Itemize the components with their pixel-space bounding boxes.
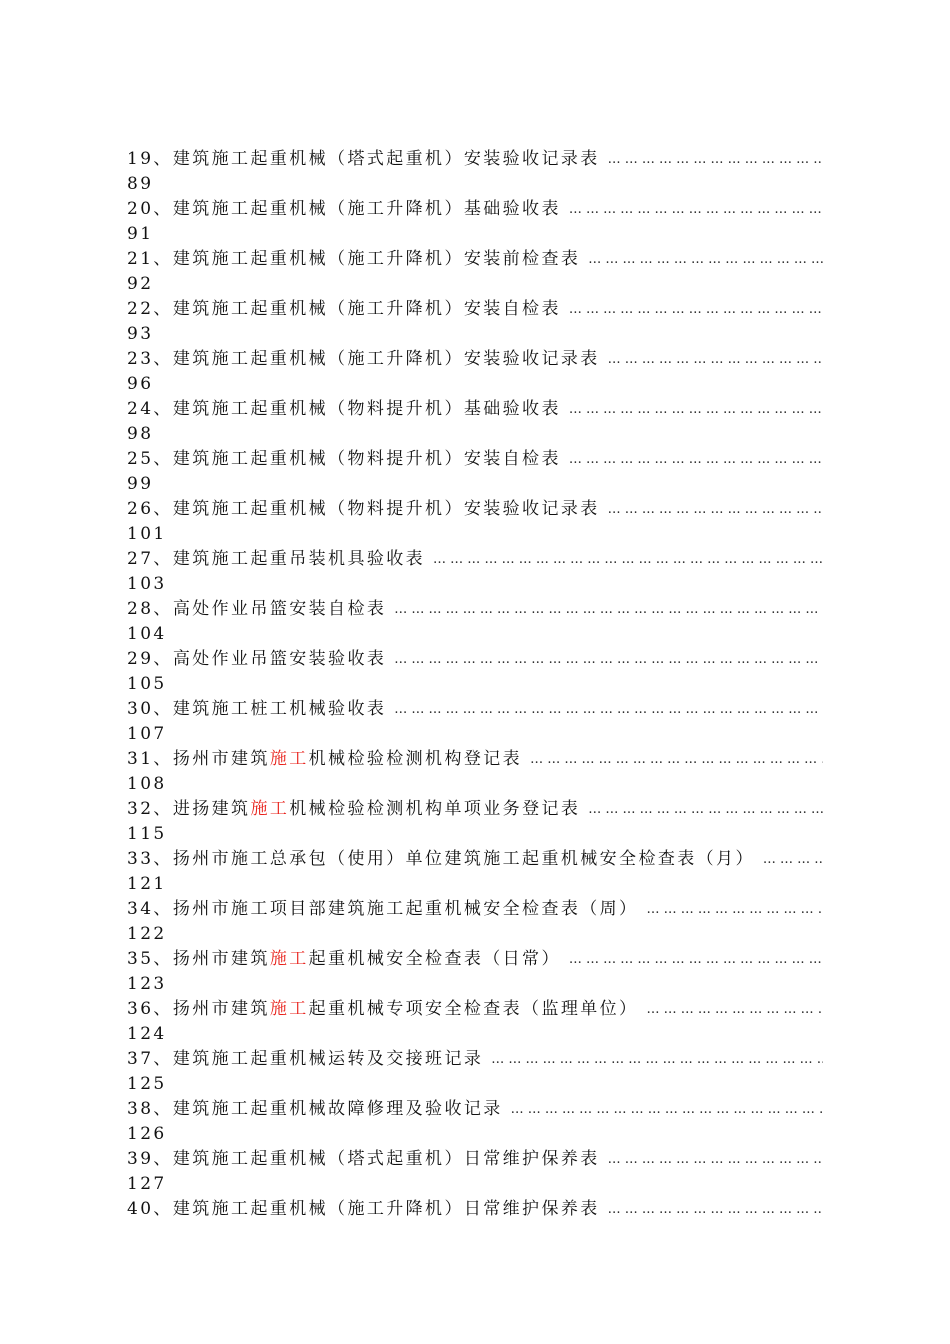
toc-entry-number: 34、 bbox=[127, 899, 173, 919]
toc-dot-leader bbox=[503, 1097, 823, 1122]
toc-entry-number: 23、 bbox=[127, 349, 173, 369]
toc-dot-leader bbox=[561, 297, 823, 322]
toc-entry-number: 22、 bbox=[127, 299, 173, 319]
toc-page-number: 107 bbox=[127, 724, 167, 744]
toc-entry[interactable] bbox=[127, 597, 823, 647]
toc-entry-line bbox=[127, 1097, 823, 1122]
toc-entry-line bbox=[127, 147, 823, 172]
toc-entry-line bbox=[127, 347, 823, 372]
toc-entry-title-text: 建筑施工起重机械（施工升降机）基础验收表 bbox=[172, 199, 561, 219]
toc-entry-title-text: 建筑施工起重机械运转及交接班记录 bbox=[172, 1049, 484, 1069]
toc-entry-title bbox=[173, 547, 425, 572]
toc-dot-leader bbox=[386, 647, 823, 672]
toc-page-number: 91 bbox=[127, 224, 154, 244]
toc-entry-line bbox=[127, 397, 823, 422]
toc-entry-number: 28、 bbox=[127, 599, 173, 619]
toc-entry-line bbox=[127, 547, 823, 572]
toc-dot-leader bbox=[561, 397, 823, 422]
toc-entry-number: 40、 bbox=[127, 1199, 173, 1219]
toc-entry[interactable] bbox=[127, 547, 823, 597]
toc-entry-title-text: 起重机械专项安全检查表（监理单位） bbox=[308, 999, 639, 1019]
toc-dot-leader bbox=[483, 1047, 823, 1072]
toc-entry-line bbox=[127, 297, 823, 322]
toc-page-number: 89 bbox=[127, 174, 154, 194]
toc-page-number: 122 bbox=[127, 924, 167, 944]
toc-page-number: 123 bbox=[127, 974, 167, 994]
toc-entry[interactable] bbox=[127, 947, 823, 997]
toc-dot-leader bbox=[580, 247, 823, 272]
toc-page-number: 104 bbox=[127, 624, 167, 644]
toc-dot-leader bbox=[386, 697, 823, 722]
toc-entry-title-text: 建筑施工桩工机械验收表 bbox=[172, 699, 387, 719]
toc-entry-title-text: 机械检验检测机构单项业务登记表 bbox=[289, 799, 581, 819]
toc-entry-line bbox=[127, 897, 823, 922]
toc-entry-line bbox=[127, 1047, 823, 1072]
toc-entry-number: 36、 bbox=[127, 999, 173, 1019]
toc-page-number: 103 bbox=[127, 574, 167, 594]
toc-entry[interactable] bbox=[127, 647, 823, 697]
toc-entry-line bbox=[127, 1147, 823, 1172]
toc-dot-leader bbox=[600, 347, 823, 372]
toc-entry-title bbox=[173, 1097, 503, 1122]
toc-entry-highlight-text: 施工 bbox=[269, 949, 309, 969]
toc-entry[interactable] bbox=[127, 347, 823, 397]
toc-page-number: 93 bbox=[127, 324, 154, 344]
toc-dot-leader bbox=[600, 497, 823, 522]
toc-entry-line bbox=[127, 697, 823, 722]
toc-entry-title bbox=[173, 847, 755, 872]
toc-entry-number: 30、 bbox=[127, 699, 173, 719]
toc-entry[interactable] bbox=[127, 1147, 823, 1197]
toc-entry-title-text: 机械检验检测机构登记表 bbox=[308, 749, 523, 769]
toc-entry-number: 39、 bbox=[127, 1149, 173, 1169]
toc-page-number: 125 bbox=[127, 1074, 167, 1094]
toc-entry-title bbox=[173, 597, 386, 622]
toc-entry-line bbox=[127, 847, 823, 872]
toc-entry-line bbox=[127, 497, 823, 522]
toc-entry-title bbox=[173, 897, 639, 922]
toc-entry[interactable] bbox=[127, 297, 823, 347]
toc-entry-number: 32、 bbox=[127, 799, 173, 819]
toc-entry-title-text: 建筑施工起重机械（施工升降机）安装自检表 bbox=[172, 299, 561, 319]
toc-entry-title-text: 进扬建筑 bbox=[172, 799, 251, 819]
toc-entry-title bbox=[173, 147, 600, 172]
table-of-contents bbox=[127, 147, 823, 1247]
toc-page-number: 115 bbox=[127, 824, 167, 844]
toc-entry-title bbox=[173, 197, 561, 222]
toc-dot-leader bbox=[638, 997, 823, 1022]
toc-entry[interactable] bbox=[127, 1097, 823, 1147]
toc-dot-leader bbox=[561, 947, 823, 972]
toc-entry-number: 24、 bbox=[127, 399, 173, 419]
toc-dot-leader bbox=[638, 897, 823, 922]
toc-entry-title-text: 扬州市建筑 bbox=[172, 749, 270, 769]
toc-entry[interactable] bbox=[127, 497, 823, 547]
toc-entry-title-text: 建筑施工起重机械（施工升降机）安装验收记录表 bbox=[172, 349, 600, 369]
toc-entry[interactable] bbox=[127, 197, 823, 247]
toc-entry[interactable] bbox=[127, 897, 823, 947]
toc-entry-title-text: 扬州市施工项目部建筑施工起重机械安全检查表（周） bbox=[172, 899, 639, 919]
toc-page-number: 121 bbox=[127, 874, 167, 894]
toc-dot-leader bbox=[600, 1197, 823, 1222]
toc-dot-leader bbox=[561, 447, 823, 472]
toc-entry-number: 35、 bbox=[127, 949, 173, 969]
toc-entry-number: 33、 bbox=[127, 849, 173, 869]
toc-entry-number: 37、 bbox=[127, 1049, 173, 1069]
toc-entry[interactable] bbox=[127, 147, 823, 197]
toc-entry-title bbox=[173, 347, 600, 372]
toc-entry-line bbox=[127, 197, 823, 222]
toc-dot-leader bbox=[580, 797, 823, 822]
toc-entry[interactable] bbox=[127, 797, 823, 847]
toc-entry-title-text: 起重机械安全检查表（日常） bbox=[308, 949, 561, 969]
toc-entry-title-text: 高处作业吊篮安装自检表 bbox=[172, 599, 387, 619]
toc-entry-title bbox=[173, 1047, 483, 1072]
toc-entry-line bbox=[127, 747, 823, 772]
toc-entry[interactable] bbox=[127, 447, 823, 497]
toc-entry-title-text: 建筑施工起重机械（施工升降机）日常维护保养表 bbox=[172, 1199, 600, 1219]
toc-entry-title-text: 高处作业吊篮安装验收表 bbox=[172, 649, 387, 669]
toc-dot-leader bbox=[386, 597, 823, 622]
toc-entry-title bbox=[173, 797, 580, 822]
toc-entry-number: 29、 bbox=[127, 649, 173, 669]
toc-page-number: 101 bbox=[127, 524, 167, 544]
toc-entry-title-text: 扬州市施工总承包（使用）单位建筑施工起重机械安全检查表（月） bbox=[172, 849, 755, 869]
toc-dot-leader bbox=[600, 1147, 823, 1172]
toc-dot-leader bbox=[522, 747, 823, 772]
toc-entry-title bbox=[173, 297, 561, 322]
toc-entry-title bbox=[173, 647, 386, 672]
toc-entry-title-text: 建筑施工起重机械（物料提升机）安装自检表 bbox=[172, 449, 561, 469]
toc-entry[interactable] bbox=[127, 997, 823, 1047]
toc-entry-line bbox=[127, 797, 823, 822]
toc-entry-title bbox=[173, 447, 561, 472]
toc-entry-number: 26、 bbox=[127, 499, 173, 519]
toc-entry-line bbox=[127, 1197, 823, 1222]
toc-entry-line bbox=[127, 947, 823, 972]
toc-entry-number: 38、 bbox=[127, 1099, 173, 1119]
toc-entry-title bbox=[173, 947, 561, 972]
toc-entry-title bbox=[173, 397, 561, 422]
toc-page-number: 96 bbox=[127, 374, 154, 394]
toc-entry-title-text: 扬州市建筑 bbox=[172, 999, 270, 1019]
toc-entry[interactable] bbox=[127, 847, 823, 897]
toc-entry-title bbox=[173, 747, 522, 772]
toc-page-number: 98 bbox=[127, 424, 154, 444]
toc-entry[interactable] bbox=[127, 1047, 823, 1097]
toc-entry[interactable] bbox=[127, 397, 823, 447]
toc-entry-number: 21、 bbox=[127, 249, 173, 269]
toc-entry-title bbox=[173, 1147, 600, 1172]
toc-entry-title-text: 建筑施工起重机械（物料提升机）安装验收记录表 bbox=[172, 499, 600, 519]
toc-entry[interactable] bbox=[127, 747, 823, 797]
toc-entry-number: 20、 bbox=[127, 199, 173, 219]
toc-page-number: 127 bbox=[127, 1174, 167, 1194]
toc-entry-number: 27、 bbox=[127, 549, 173, 569]
toc-entry-line bbox=[127, 997, 823, 1022]
toc-entry-highlight-text: 施工 bbox=[250, 799, 290, 819]
toc-entry[interactable] bbox=[127, 247, 823, 297]
toc-entry-title bbox=[173, 497, 600, 522]
toc-entry[interactable] bbox=[127, 1197, 823, 1247]
toc-entry-line bbox=[127, 447, 823, 472]
toc-dot-leader bbox=[425, 547, 823, 572]
toc-entry-number: 19、 bbox=[127, 149, 173, 169]
toc-entry-line bbox=[127, 597, 823, 622]
toc-dot-leader bbox=[561, 197, 823, 222]
toc-entry-title-text: 扬州市建筑 bbox=[172, 949, 270, 969]
toc-page-number: 108 bbox=[127, 774, 167, 794]
toc-page-number: 92 bbox=[127, 274, 154, 294]
toc-entry-title-text: 建筑施工起重机械（施工升降机）安装前检查表 bbox=[172, 249, 581, 269]
toc-entry-title bbox=[173, 697, 386, 722]
toc-page-number: 126 bbox=[127, 1124, 167, 1144]
toc-dot-leader bbox=[600, 147, 823, 172]
toc-dot-leader bbox=[755, 847, 823, 872]
toc-entry-title-text: 建筑施工起重机械（物料提升机）基础验收表 bbox=[172, 399, 561, 419]
toc-entry[interactable] bbox=[127, 697, 823, 747]
toc-page-number: 105 bbox=[127, 674, 167, 694]
toc-entry-number: 31、 bbox=[127, 749, 173, 769]
toc-entry-title bbox=[173, 1197, 600, 1222]
toc-entry-highlight-text: 施工 bbox=[269, 749, 309, 769]
toc-entry-title-text: 建筑施工起重机械（塔式起重机）日常维护保养表 bbox=[172, 1149, 600, 1169]
toc-entry-title-text: 建筑施工起重吊装机具验收表 bbox=[172, 549, 426, 569]
toc-entry-title bbox=[173, 247, 580, 272]
toc-page-number: 99 bbox=[127, 474, 154, 494]
toc-entry-highlight-text: 施工 bbox=[269, 999, 309, 1019]
toc-entry-line bbox=[127, 647, 823, 672]
toc-entry-title-text: 建筑施工起重机械故障修理及验收记录 bbox=[172, 1099, 503, 1119]
toc-entry-number: 25、 bbox=[127, 449, 173, 469]
toc-entry-line bbox=[127, 247, 823, 272]
toc-entry-title-text: 建筑施工起重机械（塔式起重机）安装验收记录表 bbox=[172, 149, 600, 169]
toc-entry-title bbox=[173, 997, 639, 1022]
toc-page-number: 124 bbox=[127, 1024, 167, 1044]
